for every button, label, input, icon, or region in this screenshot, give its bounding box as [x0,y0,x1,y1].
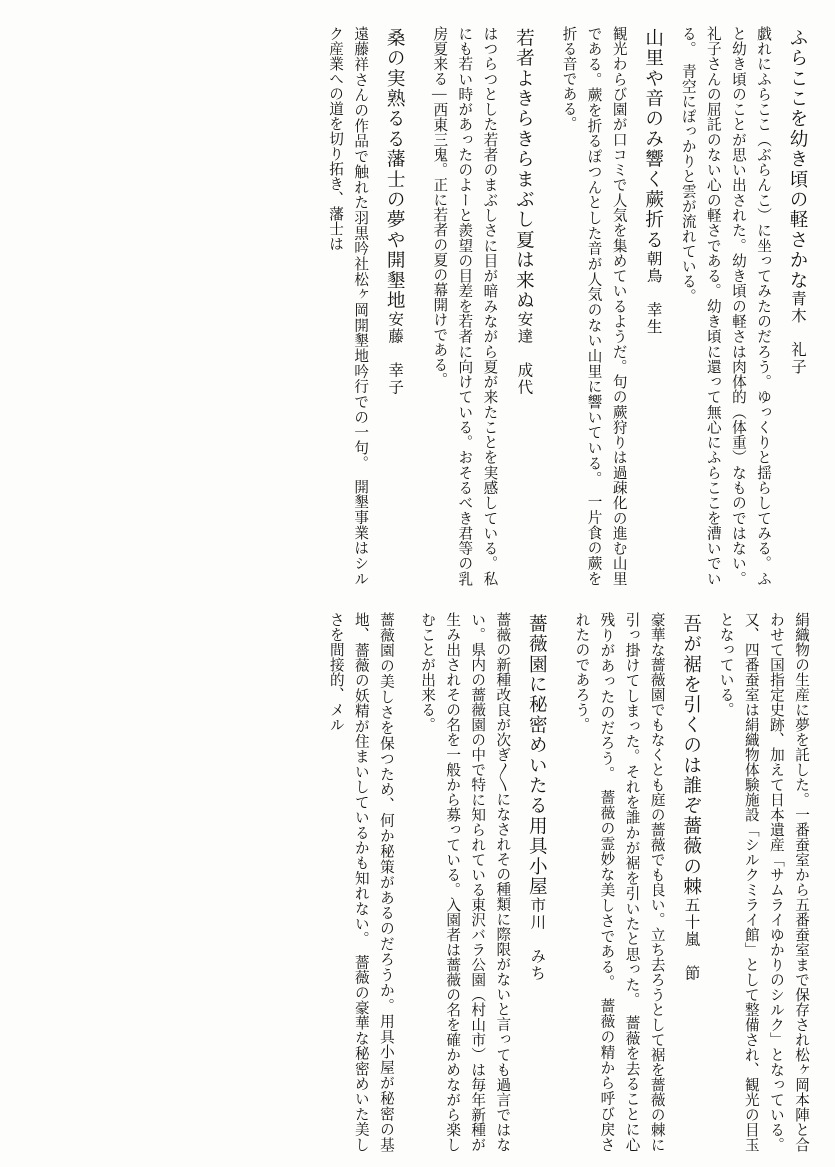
prose-text: 薔薇の新種改良が次ぎ〳〵になされその種類に際限がないと言っても過言ではない。県内の薔薇園の中で特に知られている東沢バラ公園（村山市）は毎年新種が生み出されその名を一般から募っている。入園者は薔薇の名を確かめながら楽しむことが出来る。 [419,612,511,1152]
article-block-2 [549,26,668,586]
haiku-text: 薔薇園に秘密めいたる用具小屋 [526,614,548,897]
haiku-author: 安達 成代 [515,310,533,396]
haiku-author: 市川 みち [528,896,546,982]
prose-text: 薔薇園の美しさを保つため、何か秘策があるのだろうか。用具小屋が秘密の基地、薔薇の妖精が住まいしているかも知れない。 薔薇の豪華な秘密めいた美しさを間接的、メル [327,612,394,1152]
haiku-author: 安藤 幸子 [386,310,404,396]
top-section [22,26,813,586]
article-block-7 [408,612,552,1152]
haiku-line [520,612,552,1154]
article-block-1 [669,26,813,586]
prose-text: はつらつとした若者のまぶしさに目が暗みながら夏が来たことを実感している。私にも若い時があったのよーと羨望の目差を若者に向けている。おそるべき君等の乳房夏来る―西東三鬼。正に若者の夏の幕開けである。 [431,26,498,586]
haiku-line [507,26,539,588]
article-block-8 [317,612,398,1152]
prose-text: 絹織物の生産に夢を託した。一番蚕室から五番蚕室まで保存され松ヶ岡本陣と合わせて国指定史跡、加えて日本遺産「サムライゆかりのシルク」となっている。又、四番蚕室は絹織物体験施設「シルクミライ館」として整備され、観光の目玉となっている。 [717,612,809,1152]
haiku-text: 若者よきらきらまぶし夏は来ぬ [513,28,535,311]
haiku-text: 吾が裾を引くのは誰ぞ薔薇の棘 [680,614,702,897]
haiku-text: 山里や音のみ響く蕨折る [642,28,664,251]
haiku-author: 朝鳥 幸生 [644,250,662,336]
haiku-author: 青木 礼子 [789,290,806,376]
prose-text: 観光わらび園が口コミで人気を集めているようだ。句の蕨狩りは過疎化の進む山里である。蕨を折るぽつんとした音が人気のない山里に響いている。 一片食の蕨を折る音である。 [560,26,627,586]
haiku-author: 五十嵐 節 [682,896,700,982]
article-block-6 [562,612,706,1152]
prose-text: 豪華な薔薇園でもなくとも庭の薔薇でも良い。立ち去ろうとして裾を薔薇の棘に引っ掛けてしまった。それを誰かが裾を引いたと思った。 薔薇を去ることに心残りがあったのだろう。 薔薇の霊妙な美しさである。 薔薇の精から呼び戻されたのであろう。 [573,612,665,1152]
haiku-line [637,26,669,588]
article-block-3 [420,26,539,586]
haiku-line [378,26,410,588]
article-block-5 [707,612,813,1152]
haiku-text: 桑の実熟るる藩士の夢や開墾地 [384,28,406,311]
prose-text: 遠藤祥さんの作品で触れた羽黒吟社松ヶ岡開墾地吟行での一句。 開墾事業はシルク産業への道を切り拓き、藩士は [327,26,369,586]
haiku-line [675,612,707,1154]
haiku-text: ふらここを幼き頃の軽さかな [787,28,808,291]
article-block-4 [316,26,410,586]
bottom-section [22,612,813,1152]
prose-text: 戯れにふらここ（ぶらんこ）に坐ってみたのだろう。ゆっくりと揺らしてみる。ふと幼き頃のことが思い出された。幼き頃の軽さは肉体的（体重）なものではない。礼子さんの屈託のない心の軽さである。幼き頃に還って無心にふらここを漕いでいる。 青空にぽっかりと雲が流れている。 [679,26,772,586]
haiku-line [781,26,813,588]
